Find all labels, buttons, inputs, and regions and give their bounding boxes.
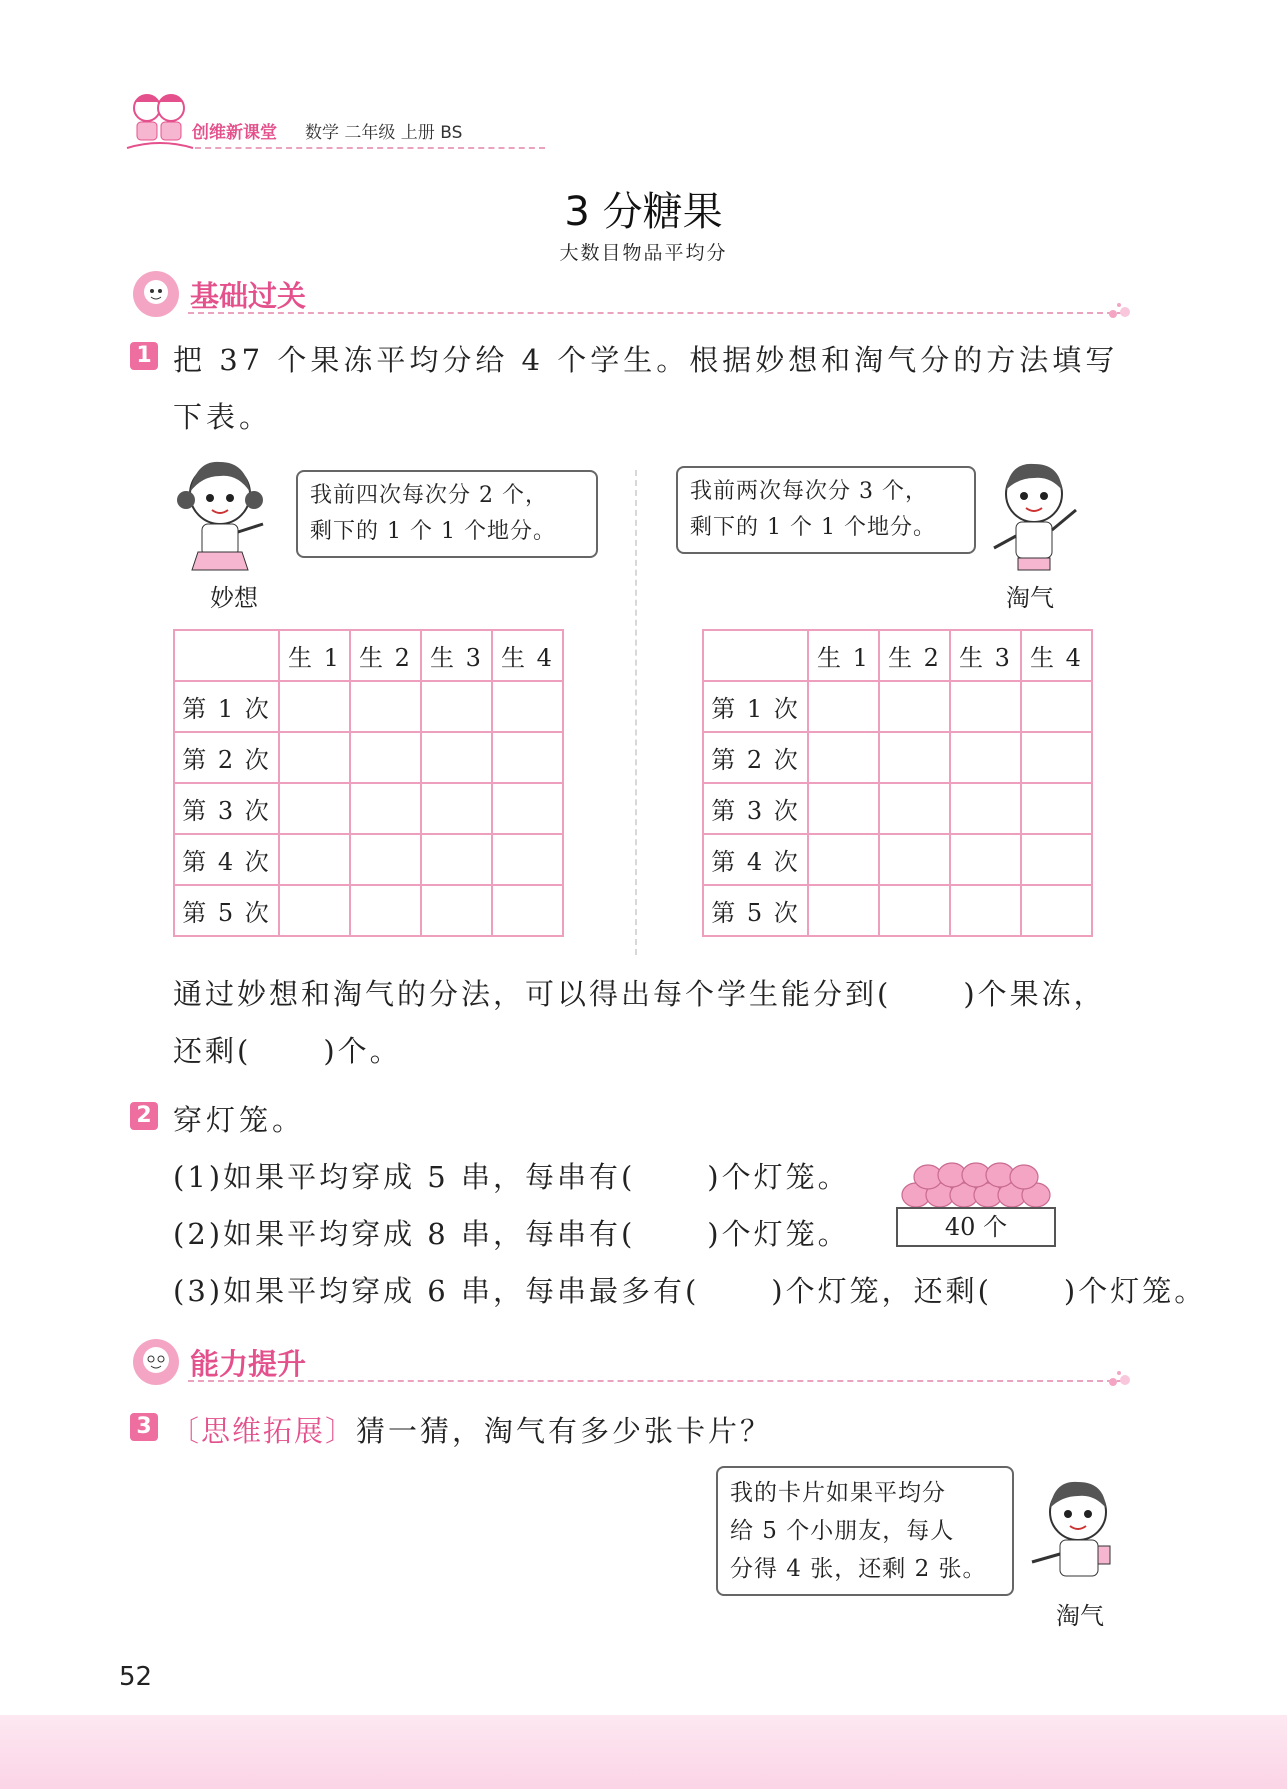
- table-row-label: 第 2 次: [174, 732, 279, 783]
- q3-number: 3: [130, 1413, 158, 1441]
- answer-cell[interactable]: [879, 681, 950, 732]
- table-row-label: 第 2 次: [703, 732, 808, 783]
- answer-cell[interactable]: [1021, 834, 1092, 885]
- q3-bubble-line1: 我的卡片如果平均分: [730, 1480, 946, 1506]
- answer-cell[interactable]: [421, 783, 492, 834]
- q3-prompt-line: [170, 1409, 772, 1450]
- q2-sub3-text-b: )个灯笼，还剩(: [771, 1274, 992, 1308]
- table-col-header: 生 1: [279, 630, 350, 681]
- table-col-header: 生 2: [879, 630, 950, 681]
- q3-speech-bubble: [716, 1466, 1014, 1596]
- answer-cell[interactable]: [1021, 783, 1092, 834]
- mascot-badge-icon: [128, 1336, 184, 1386]
- answer-cell[interactable]: [421, 732, 492, 783]
- girl-table: [173, 629, 564, 937]
- q1-conclusion-text-c: 还剩(: [173, 1034, 252, 1068]
- section-advanced-line: [188, 1380, 1123, 1382]
- answer-cell[interactable]: [350, 834, 421, 885]
- table-row: [703, 885, 1092, 936]
- footer-band: [0, 1715, 1287, 1789]
- table-row: [703, 732, 1092, 783]
- section-basic-line: [188, 312, 1123, 314]
- table-col-header: 生 1: [808, 630, 879, 681]
- q2-sub3: [173, 1269, 1206, 1310]
- answer-cell[interactable]: [1021, 732, 1092, 783]
- table-col-header: 生 4: [492, 630, 563, 681]
- answer-cell[interactable]: [350, 732, 421, 783]
- answer-cell[interactable]: [879, 783, 950, 834]
- boy-table: [702, 629, 1093, 937]
- girl-speech-bubble: [296, 470, 598, 558]
- page-number: 52: [119, 1662, 153, 1692]
- q1-number: 1: [130, 342, 158, 370]
- lantern-box: [896, 1207, 1056, 1247]
- answer-cell[interactable]: [950, 885, 1021, 936]
- answer-cell[interactable]: [279, 834, 350, 885]
- table-header-row: [174, 630, 563, 681]
- answer-cell[interactable]: [279, 681, 350, 732]
- table-row: [703, 681, 1092, 732]
- girl-character-icon: [168, 452, 278, 582]
- answer-cell[interactable]: [1021, 885, 1092, 936]
- answer-cell[interactable]: [421, 885, 492, 936]
- lantern-box-label: 40 个: [944, 1213, 1008, 1241]
- q1-conclusion-text-d: )个。: [323, 1034, 402, 1068]
- boy-character-icon: [980, 452, 1090, 582]
- table-header-row: [703, 630, 1092, 681]
- table-row-label: 第 3 次: [174, 783, 279, 834]
- decorative-dots-icon: [1108, 1370, 1132, 1390]
- q1-conclusion-text-a: 通过妙想和淘气的分法，可以得出每个学生能分到(: [173, 977, 892, 1011]
- answer-cell[interactable]: [808, 834, 879, 885]
- q1-conclusion-line2: [173, 1029, 402, 1070]
- table-row-label: 第 3 次: [703, 783, 808, 834]
- table-row-label: 第 1 次: [174, 681, 279, 732]
- boy-bubble-line2: 剩下的 1 个 1 个地分。: [690, 515, 936, 540]
- table-corner-cell: [174, 630, 279, 681]
- table-row-label: 第 1 次: [703, 681, 808, 732]
- answer-cell[interactable]: [421, 681, 492, 732]
- q1-conclusion-text-b: )个果冻，: [963, 977, 1106, 1011]
- q2-sub2-text-a: (2)如果平均穿成 8 串，每串有(: [173, 1217, 636, 1251]
- answer-cell[interactable]: [492, 885, 563, 936]
- table-row: [174, 834, 563, 885]
- answer-cell[interactable]: [350, 681, 421, 732]
- answer-cell[interactable]: [492, 783, 563, 834]
- section-basic-header: [128, 268, 1128, 318]
- table-col-header: 生 3: [950, 630, 1021, 681]
- q3-tag: 〔思维拓展〕: [170, 1414, 357, 1448]
- answer-cell[interactable]: [808, 732, 879, 783]
- q1-prompt-line2: 下表。: [173, 400, 273, 434]
- answer-cell[interactable]: [492, 732, 563, 783]
- answer-cell[interactable]: [808, 783, 879, 834]
- q2-sub2: [173, 1212, 850, 1253]
- table-col-header: 生 3: [421, 630, 492, 681]
- table-row: [174, 681, 563, 732]
- q2-sub3-text-a: (3)如果平均穿成 6 串，每串最多有(: [173, 1274, 700, 1308]
- section-basic-title: 基础过关: [190, 279, 307, 313]
- girl-bubble-line2: 剩下的 1 个 1 个地分。: [310, 519, 556, 544]
- answer-cell[interactable]: [421, 834, 492, 885]
- table-col-header: 生 2: [350, 630, 421, 681]
- answer-cell[interactable]: [279, 885, 350, 936]
- q1-conclusion-line1: [173, 972, 1106, 1013]
- boy-speech-bubble: [676, 466, 976, 554]
- answer-cell[interactable]: [808, 885, 879, 936]
- q3-bubble-line2: 给 5 个小朋友，每人: [730, 1518, 955, 1544]
- table-corner-cell: [703, 630, 808, 681]
- answer-cell[interactable]: [950, 681, 1021, 732]
- mascot-badge-icon: [128, 268, 184, 318]
- table-row: [703, 783, 1092, 834]
- boy-name: 淘气: [1006, 584, 1054, 612]
- lantern-pile-icon: [896, 1155, 1054, 1215]
- section-advanced-header: [128, 1336, 1128, 1386]
- answer-cell[interactable]: [350, 783, 421, 834]
- table-row: [174, 783, 563, 834]
- q3-bubble-line3: 分得 4 张，还剩 2 张。: [730, 1556, 987, 1582]
- column-divider: [635, 470, 637, 955]
- table-row-label: 第 5 次: [174, 885, 279, 936]
- q3-prompt: 猜一猜，淘气有多少张卡片？: [356, 1414, 773, 1448]
- q2-sub1-text-b: )个灯笼。: [707, 1160, 850, 1194]
- answer-cell[interactable]: [808, 681, 879, 732]
- table-row-label: 第 5 次: [703, 885, 808, 936]
- q2-sub3-text-c: )个灯笼。: [1063, 1274, 1207, 1308]
- answer-cell[interactable]: [492, 681, 563, 732]
- answer-cell[interactable]: [879, 732, 950, 783]
- table-row: [174, 732, 563, 783]
- answer-cell[interactable]: [950, 834, 1021, 885]
- table-row-label: 第 4 次: [703, 834, 808, 885]
- lesson-subtitle: 大数目物品平均分: [559, 242, 728, 264]
- table-row: [174, 885, 563, 936]
- answer-cell[interactable]: [279, 732, 350, 783]
- table-row: [703, 834, 1092, 885]
- girl-bubble-line1: 我前四次每次分 2 个，: [310, 483, 548, 508]
- q2-sub1-text-a: (1)如果平均穿成 5 串，每串有(: [173, 1160, 636, 1194]
- answer-cell[interactable]: [279, 783, 350, 834]
- header-mascot-icon: [125, 88, 195, 158]
- lesson-title: 3 分糖果: [564, 189, 723, 235]
- q3-character-name: 淘气: [1056, 1602, 1104, 1630]
- answer-cell[interactable]: [950, 783, 1021, 834]
- answer-cell[interactable]: [879, 885, 950, 936]
- boy-character-icon: [1022, 1470, 1132, 1600]
- answer-cell[interactable]: [350, 885, 421, 936]
- q2-sub2-text-b: )个灯笼。: [707, 1217, 850, 1251]
- q2-sub1: [173, 1155, 850, 1196]
- header-subject: 数学 二年级 上册 BS: [305, 123, 463, 143]
- answer-cell[interactable]: [950, 732, 1021, 783]
- header-divider: [195, 147, 545, 149]
- table-row-label: 第 4 次: [174, 834, 279, 885]
- boy-bubble-line1: 我前两次每次分 3 个，: [690, 479, 928, 504]
- table-col-header: 生 4: [1021, 630, 1092, 681]
- decorative-dots-icon: [1108, 302, 1132, 322]
- girl-name: 妙想: [210, 584, 258, 612]
- header-brand: 创维新课堂: [192, 123, 277, 143]
- q1-prompt-line1: 把 37 个果冻平均分给 4 个学生。根据妙想和淘气分的方法填写: [173, 343, 1119, 377]
- answer-cell[interactable]: [879, 834, 950, 885]
- q2-prompt: 穿灯笼。: [173, 1103, 306, 1137]
- q2-number: 2: [130, 1102, 158, 1130]
- answer-cell[interactable]: [1021, 681, 1092, 732]
- section-advanced-title: 能力提升: [190, 1347, 307, 1381]
- answer-cell[interactable]: [492, 834, 563, 885]
